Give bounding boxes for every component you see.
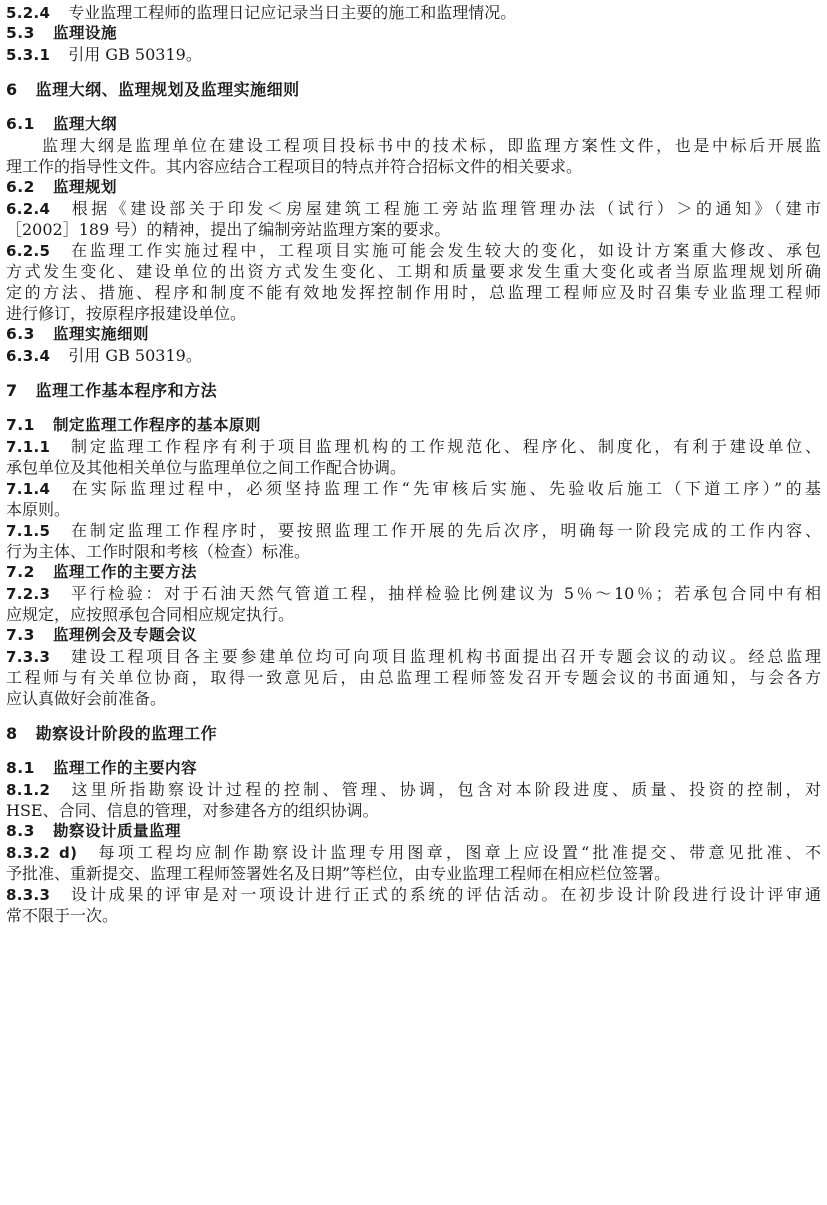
- clause: [6, 646, 821, 709]
- clause-number: 8.3.2 d): [6, 844, 78, 862]
- heading-number: 7.3: [6, 626, 35, 644]
- section-spacer: [6, 100, 821, 114]
- document-page: [6, 2, 821, 926]
- heading-title: 监理工作基本程序和方法: [35, 381, 218, 400]
- heading-number: 6.3: [6, 325, 35, 343]
- clause-line: 予批准、重新提交、监理工程师签署姓名及日期”等栏位，由专业监理工程师在相应栏位签署。: [6, 864, 671, 883]
- clause: [6, 884, 821, 926]
- clause-line: [6, 478, 821, 499]
- clause-line: [6, 44, 821, 65]
- clause-line: 工程师与有关单位协商，取得一致意见后，由总监理工程师签发召开专题会议的书面通知，与会各方: [6, 668, 821, 687]
- section-spacer: [6, 744, 821, 758]
- clause-number: 5.2.4: [6, 4, 51, 22]
- heading-number: 8: [6, 724, 18, 743]
- section-heading: [6, 625, 821, 646]
- heading-title: 监理大纲、监理规划及监理实施细则: [35, 80, 300, 99]
- section-heading: [6, 177, 821, 198]
- clause-number: 6.2.4: [6, 200, 51, 218]
- clause-line: ［2002］189 号）的精神，提出了编制旁站监理方案的要求。: [6, 220, 451, 239]
- clause-line: 应规定，应按照承包合同相应规定执行。: [6, 605, 295, 624]
- paragraph: [6, 135, 821, 177]
- heading-number: 6.2: [6, 178, 35, 196]
- heading-title: 监理工作的主要方法: [52, 563, 197, 581]
- clause-line: [6, 198, 821, 219]
- heading-title: 监理规划: [52, 178, 117, 196]
- section-heading: [6, 415, 821, 436]
- heading-number: 7.2: [6, 563, 35, 581]
- clause-line: 承包单位及其他相关单位与监理单位之间工作配合协调。: [6, 458, 407, 477]
- clause-text: 专业监理工程师的监理日记应记录当日主要的施工和监理情况。: [68, 3, 517, 22]
- clause-line: [6, 436, 821, 457]
- clause-number: 7.1.1: [6, 438, 51, 456]
- clause-line: [6, 240, 821, 261]
- heading-number: 7.1: [6, 416, 35, 434]
- heading-number: 6: [6, 80, 18, 99]
- heading-title: 监理设施: [52, 24, 117, 42]
- clause-text: 在实际监理过程中，必须坚持监理工作“先审核后实施、先验收后施工（下道工序）”的基: [68, 479, 821, 498]
- clause-line: 方式发生变化、建设单位的出资方式发生变化、工期和质量要求发生重大变化或者当原监理规划所确: [6, 262, 821, 281]
- clause-number: 6.2.5: [6, 242, 51, 260]
- clause-number: 6.3.4: [6, 347, 51, 365]
- chapter-heading: [6, 79, 821, 100]
- chapter-heading: [6, 723, 821, 744]
- heading-number: 6.1: [6, 115, 35, 133]
- clause-number: 8.3.3: [6, 886, 51, 904]
- clause-line: [6, 646, 821, 667]
- clause: [6, 345, 821, 366]
- heading-title: 监理例会及专题会议: [52, 626, 197, 644]
- clause-text: 引用 GB 50319。: [68, 45, 202, 64]
- clause-line: HSE、合同、信息的管理，对参建各方的组织协调。: [6, 801, 379, 820]
- clause-line: [6, 520, 821, 541]
- clause-text: 每项工程均应制作勘察设计监理专用图章，图章上应设置“批准提交、带意见批准、不: [95, 843, 821, 862]
- clause-line: 进行修订，按原程序报建设单位。: [6, 304, 247, 323]
- section-heading: [6, 114, 821, 135]
- section-spacer: [6, 401, 821, 415]
- clause-line: 行为主体、工作时限和考核（检查）标准。: [6, 542, 311, 561]
- paragraph-line: 监理大纲是监理单位在建设工程项目投标书中的技术标，即监理方案性文件，也是中标后开展监: [42, 136, 821, 155]
- clause-number: 7.2.3: [6, 585, 51, 603]
- clause-line: [6, 345, 821, 366]
- paragraph-line: 理工作的指导性文件。其内容应结合工程项目的特点并符合招标文件的相关要求。: [6, 157, 583, 176]
- clause-number: 7.3.3: [6, 648, 51, 666]
- clause-line: [6, 779, 821, 800]
- heading-title: 勘察设计阶段的监理工作: [35, 724, 218, 743]
- clause-line: [6, 2, 821, 23]
- clause: [6, 520, 821, 562]
- clause: [6, 478, 821, 520]
- clause-text: 建设工程项目各主要参建单位均可向项目监理机构书面提出召开专题会议的动议。经总监理: [68, 647, 821, 666]
- clause-line: [6, 583, 821, 604]
- section-spacer: [6, 366, 821, 380]
- clause-line: 定的方法、措施、程序和制度不能有效地发挥控制作用时，总监理工程师应及时召集专业监理工程师: [6, 283, 821, 302]
- section-heading: [6, 562, 821, 583]
- clause: [6, 240, 821, 324]
- heading-number: 5.3: [6, 24, 35, 42]
- clause: [6, 583, 821, 625]
- clause: [6, 44, 821, 65]
- clause: [6, 436, 821, 478]
- section-heading: [6, 821, 821, 842]
- clause-text: 根据《建设部关于印发＜房屋建筑工程施工旁站监理管理办法（试行）＞的通知》（建市: [68, 199, 821, 218]
- chapter-heading: [6, 380, 821, 401]
- heading-title: 监理工作的主要内容: [52, 759, 197, 777]
- clause-text: 制定监理工作程序有利于项目监理机构的工作规范化、程序化、制度化，有利于建设单位、: [68, 437, 821, 456]
- clause-line: [6, 842, 821, 863]
- clause-number: 8.1.2: [6, 781, 51, 799]
- clause-number: 7.1.5: [6, 522, 51, 540]
- section-heading: [6, 324, 821, 345]
- heading-title: 监理大纲: [52, 115, 117, 133]
- clause-line: 应认真做好会前准备。: [6, 689, 167, 708]
- clause: [6, 2, 821, 23]
- clause-text: 在监理工作实施过程中，工程项目实施可能会发生较大的变化，如设计方案重大修改、承包: [68, 241, 821, 260]
- clause-line: 常不限于一次。: [6, 906, 119, 925]
- heading-number: 8.1: [6, 759, 35, 777]
- section-heading: [6, 758, 821, 779]
- section-spacer: [6, 709, 821, 723]
- section-spacer: [6, 65, 821, 79]
- clause: [6, 198, 821, 240]
- clause-line: [6, 884, 821, 905]
- section-heading: [6, 23, 821, 44]
- clause-line: 本原则。: [6, 500, 71, 519]
- clause: [6, 779, 821, 821]
- clause-text: 在制定监理工作程序时，要按照监理工作开展的先后次序，明确每一阶段完成的工作内容、: [68, 521, 821, 540]
- clause-number: 5.3.1: [6, 46, 51, 64]
- clause: [6, 842, 821, 884]
- heading-number: 8.3: [6, 822, 35, 840]
- clause-number: 7.1.4: [6, 480, 51, 498]
- clause-text: 平行检验：对于石油天然气管道工程，抽样检验比例建议为 5％～10％；若承包合同中有相: [68, 584, 821, 603]
- heading-number: 7: [6, 381, 18, 400]
- clause-text: 设计成果的评审是对一项设计进行正式的系统的评估活动。在初步设计阶段进行设计评审通: [68, 885, 821, 904]
- heading-title: 勘察设计质量监理: [52, 822, 181, 840]
- heading-title: 制定监理工作程序的基本原则: [52, 416, 261, 434]
- heading-title: 监理实施细则: [52, 325, 149, 343]
- clause-text: 这里所指勘察设计过程的控制、管理、协调，包含对本阶段进度、质量、投资的控制，对: [68, 780, 821, 799]
- clause-text: 引用 GB 50319。: [68, 346, 202, 365]
